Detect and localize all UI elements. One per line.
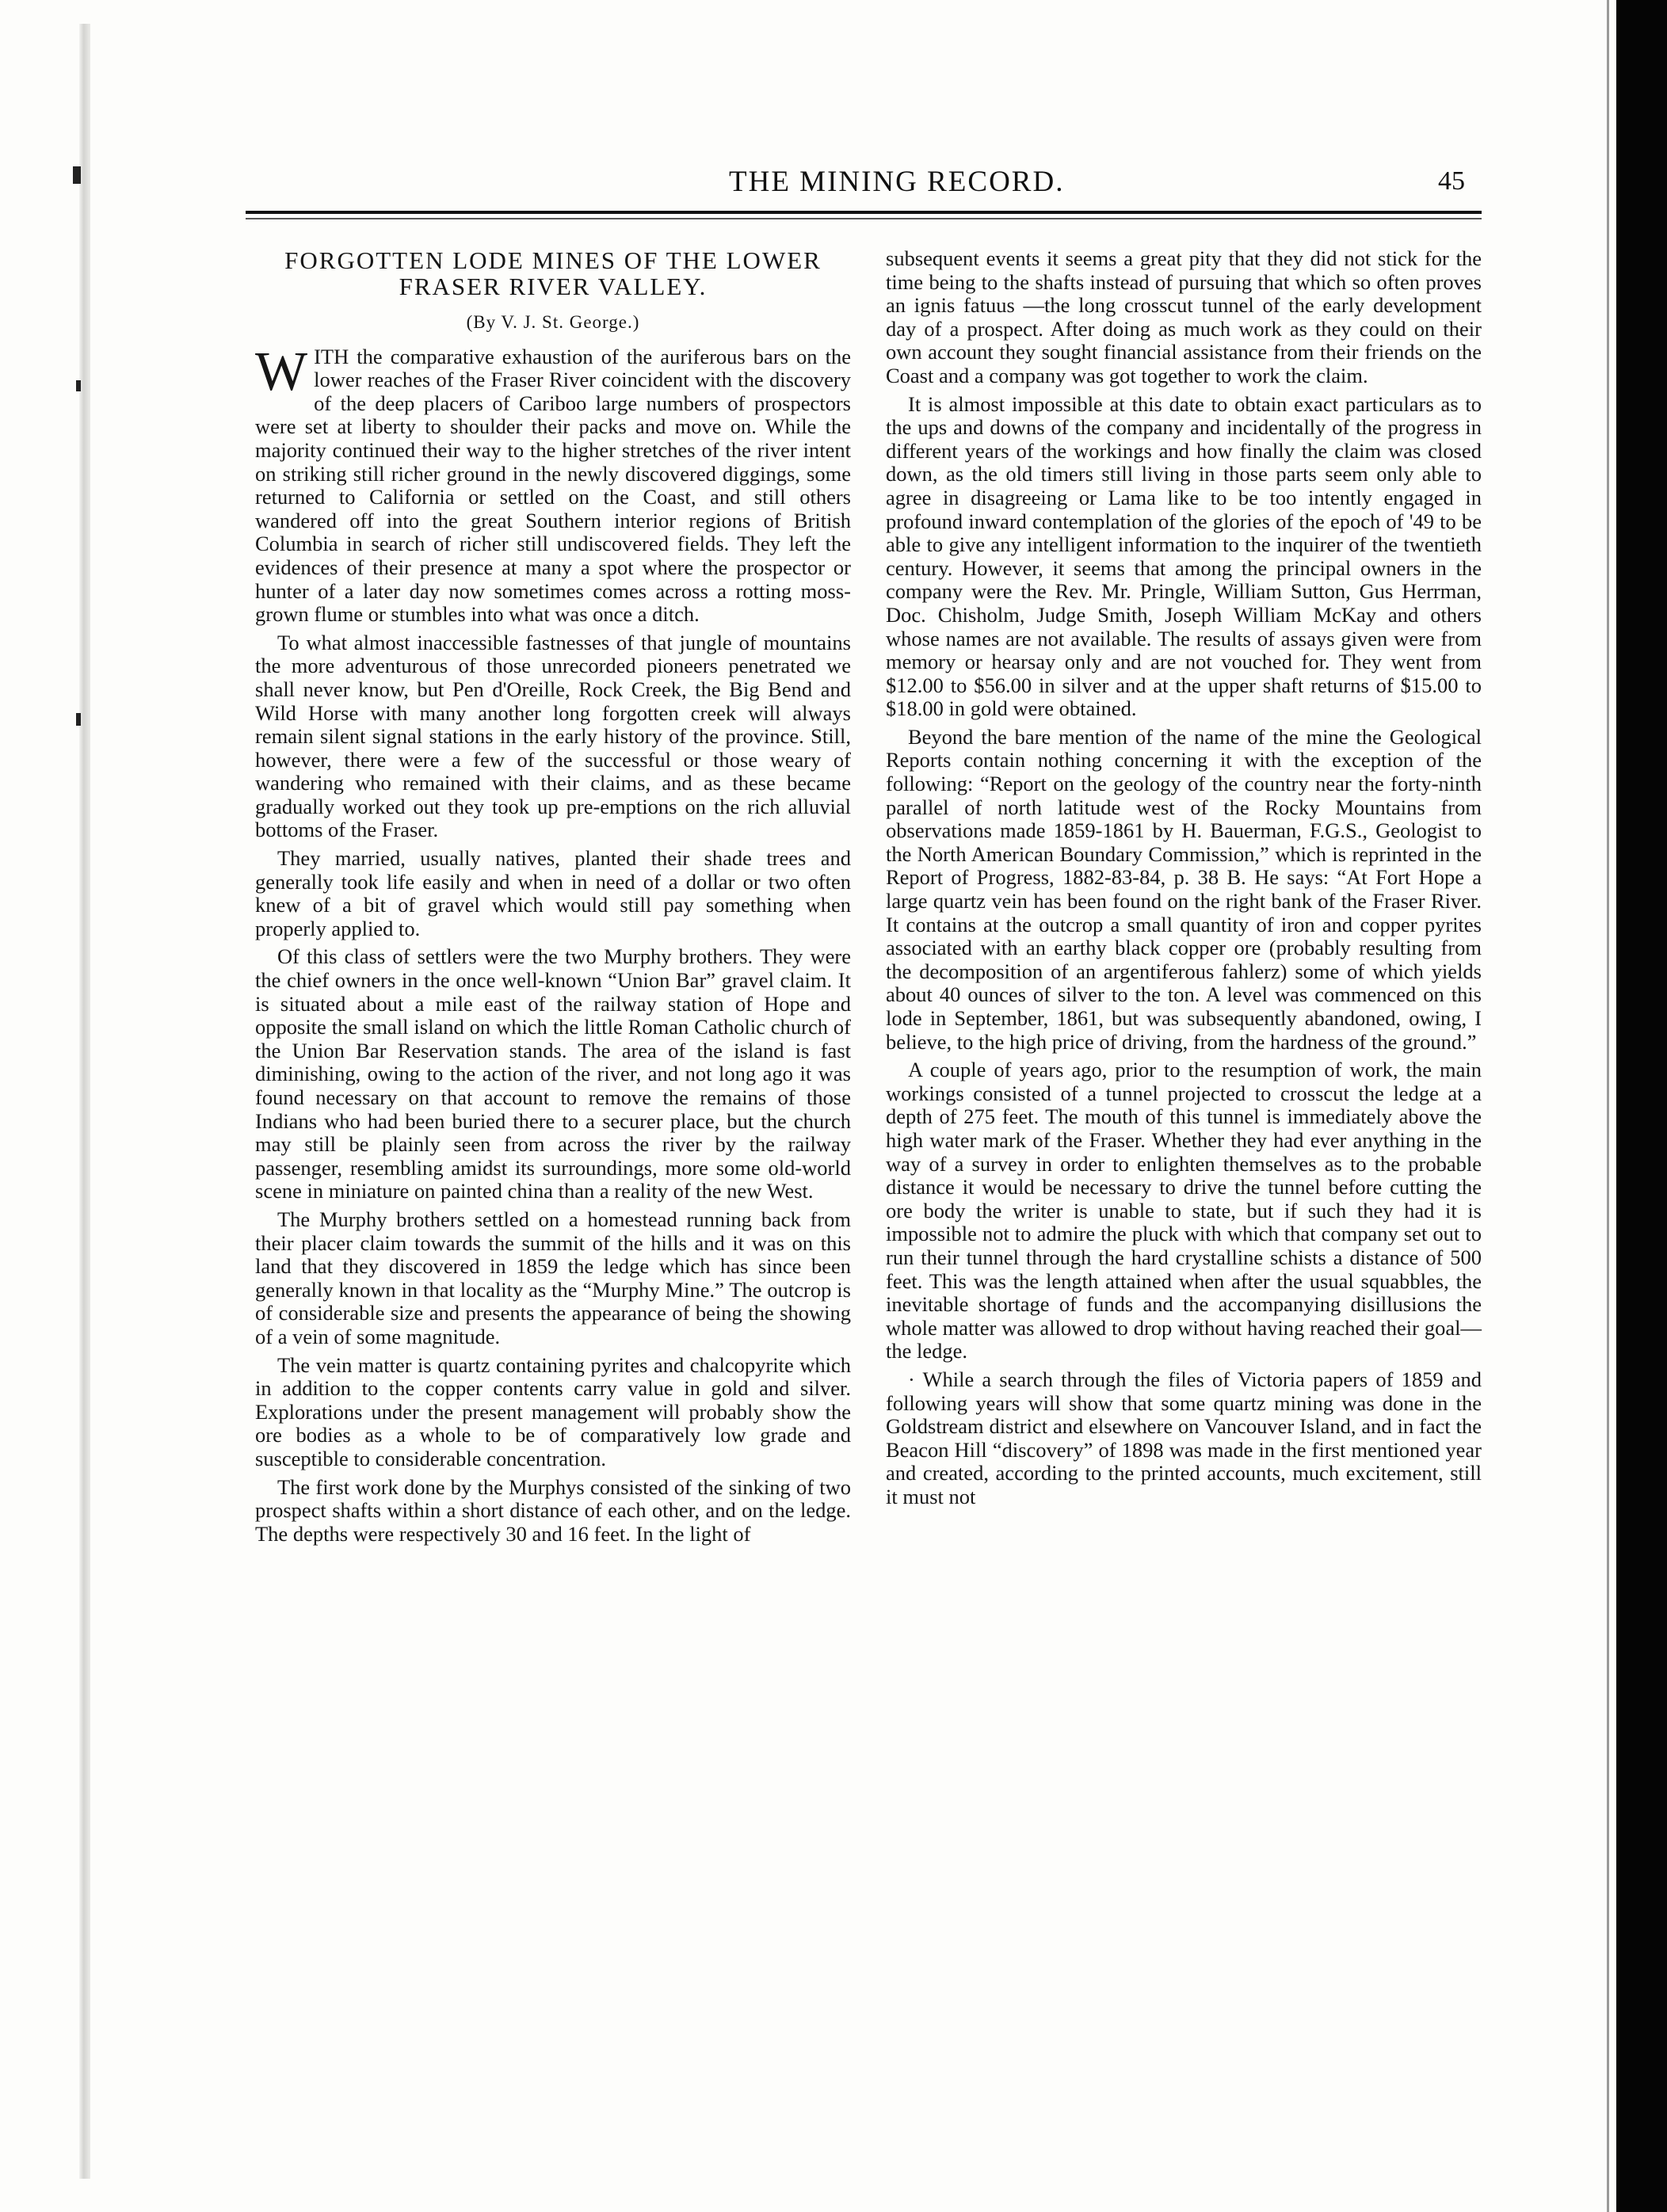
paragraph: The first work done by the Murphys consisted of the sinking of two prospect shafts within a short distance of each other, and on the ledge. The depths were respectively 30 and 16 feet. In the light of: [255, 1474, 851, 1546]
page-binding-shadow: [79, 24, 90, 2179]
paragraph: subsequent events it seems a great pity that they did not stick for the time being to the shafts instead of pursuing that which so often proves an ignis fatuus —the long crosscut tunnel of the early development day of a prospect. After doing as much work as they could on their own account they sought financial assistance from their friends on the Coast and a company was got together to work the claim.: [886, 246, 1482, 387]
paragraph: To what almost inaccessible fastnesses of that jungle of mountains the more adventurous of those unrecorded pioneers penetrated we shall never know, but Pen d'Oreille, Rock Creek, the Big Bend and Wild Horse with many another long forgotten creek will always remain silent signal stations in the early history of the province. Still, however, there were a few of the successful or those weary of wandering who remained with their claims, and as these became gradually worked out they took up pre-emptions on the rich alluvial bottoms of the Fraser.: [255, 630, 851, 842]
article-byline: (By V. J. St. George.): [466, 312, 640, 332]
right-column: [886, 247, 1482, 1513]
article-title: FORGOTTEN LODE MINES OF THE LOWER FRASER RIVER VALLEY.: [284, 246, 822, 300]
paragraph: The vein matter is quartz containing pyrites and chalcopyrite which in addition to the copper contents carry value in gold and silver. Explorations under the present management will probably show the ore bodies as a whole to be of comparatively low grade and susceptible to considerable concentration.: [255, 1352, 851, 1470]
page-number: 45: [1438, 166, 1465, 196]
paragraph: Beyond the bare mention of the name of the mine the Geological Reports contain nothing concerning it with the exception of the following: “Report on the geology of the country near the forty-ninth parallel of north latitude west of the Rocky Mountains from observations made 1859-1861 by H. Bauerman, F.G.S., Geologist to the North American Boundary Commission,” which is reprinted in the Report of Progress, 1882-83-84, p. 38 B. He says: “At Fort Hope a large quartz vein has been found on the right bank of the Fraser River. It contains at the outcrop a small quantity of iron and copper pyrites associated with an earthy black copper ore (probably resulting from the decomposition of an argentiferous fahlerz) some of which yields about 40 ounces of silver to the ton. A level was commenced on this lode in September, 1861, but was subsequently abandoned, owing, I believe, to the high price of driving, from the hardness of the ground.”: [886, 724, 1482, 1054]
publication-title: THE MINING RECORD.: [729, 166, 1065, 198]
paragraph: It is almost impossible at this date to obtain exact particulars as to the ups and downs of the company and incidentally of the progress in different years of the workings and how finally the claim was closed down, as the old timers still living in those parts seem only able to agree in disagreeing or Lama like to be too intently engaged in profound inward contemplation of the glories of the epoch of '49 to be able to give any intelligent information to the inquirer of the twentieth century. However, it seems that among the principal owners in the company were the Rev. Mr. Pringle, William Sutton, Gus Herrman, Doc. Chisholm, Judge Smith, Joseph William McKay and others whose names are not available. The results of assays given were from memory or hearsay only and are not vouched for. They went from $12.00 to $56.00 in silver and at the upper shaft returns of $15.00 to $18.00 in gold were obtained.: [886, 391, 1482, 721]
paragraph: A couple of years ago, prior to the resumption of work, the main workings consisted of a tunnel projected to crosscut the ledge at a depth of 275 feet. The mouth of this tunnel is immediately above the high water mark of the Fraser. Whether they had ever anything in the way of a survey in order to enlighten themselves as to the probable distance it would be necessary to drive the tunnel before cutting the ore body the writer is unable to state, but if such they had it is impossible not to admire the pluck with which that company set out to run their tunnel through the hard crystalline schists a distance of 500 feet. This was the length attained when after the usual squabbles, the inevitable shortage of funds and the accompanying disillusions the whole matter was allowed to drop without having reached their goal—the ledge.: [886, 1058, 1482, 1363]
paragraph: The Murphy brothers settled on a homestead running back from their placer claim towards the summit of the hills and it was on this land that they discovered in 1859 the ledge which has since been generally known in that locality as the “Murphy Mine.” The outcrop is of considerable size and presents the appearance of being the showing of a vein of some magnitude.: [255, 1207, 851, 1348]
binding-mark: [76, 713, 81, 726]
binding-mark: [73, 166, 81, 184]
drop-cap: W: [255, 341, 308, 402]
page-edge-line: [1607, 0, 1609, 2212]
header-rule: [246, 211, 1482, 214]
binding-mark: [76, 380, 81, 391]
left-column: [255, 247, 851, 1550]
scan-border: [1616, 0, 1667, 2212]
paragraph: They married, usually natives, planted their shade trees and generally took life easily and when in need of a dollar or two often knew of a bit of gravel which would still pay something when properly applied to.: [255, 846, 851, 940]
page-header: [238, 165, 1490, 212]
paragraph: · While a search through the files of Victoria papers of 1859 and following years will show that some quartz mining was done in the Goldstream district and elsewhere on Vancouver Island, and in fact the Beacon Hill “discovery” of 1898 was made in the first mentioned year and created, according to the printed accounts, much excitement, still it must not: [886, 1367, 1482, 1508]
header-rule-thin: [246, 218, 1482, 219]
paragraph: [255, 341, 851, 627]
paragraph: Of this class of settlers were the two Murphy brothers. They were the chief owners in the once well-known “Union Bar” gravel claim. It is situated about a mile east of the railway station of Hope and opposite the small island on which the little Roman Catholic church of the Union Bar Reservation stands. The area of the island is fast diminishing, owing to the action of the river, and not long ago it was found necessary on that account to remove the remains of those Indians who had been buried there to a securer place, but the church may still be plainly seen from across the river by the railway passenger, resembling amidst its surroundings, more some old-world scene in miniature on painted china than a reality of the new West.: [255, 944, 851, 1203]
paragraph-text: ITH the comparative exhaustion of the auriferous bars on the lower reaches of the Fraser River coincident with the discovery of the deep placers of Cariboo large numbers of prospectors were set at liberty to shoulder their packs and move on. While the majority continued their way to the higher stretches of the river intent on striking still richer ground in the newly discovered diggings, some returned to California or settled on the Coast, and still others wandered off into the great Southern interior regions of British Columbia in search of richer still undiscovered fields. They left the evidences of their presence at many a spot where the prospector or hunter of a later day now sometimes comes across a rotting moss-grown flume or stumbles into what was once a ditch.: [255, 344, 851, 627]
